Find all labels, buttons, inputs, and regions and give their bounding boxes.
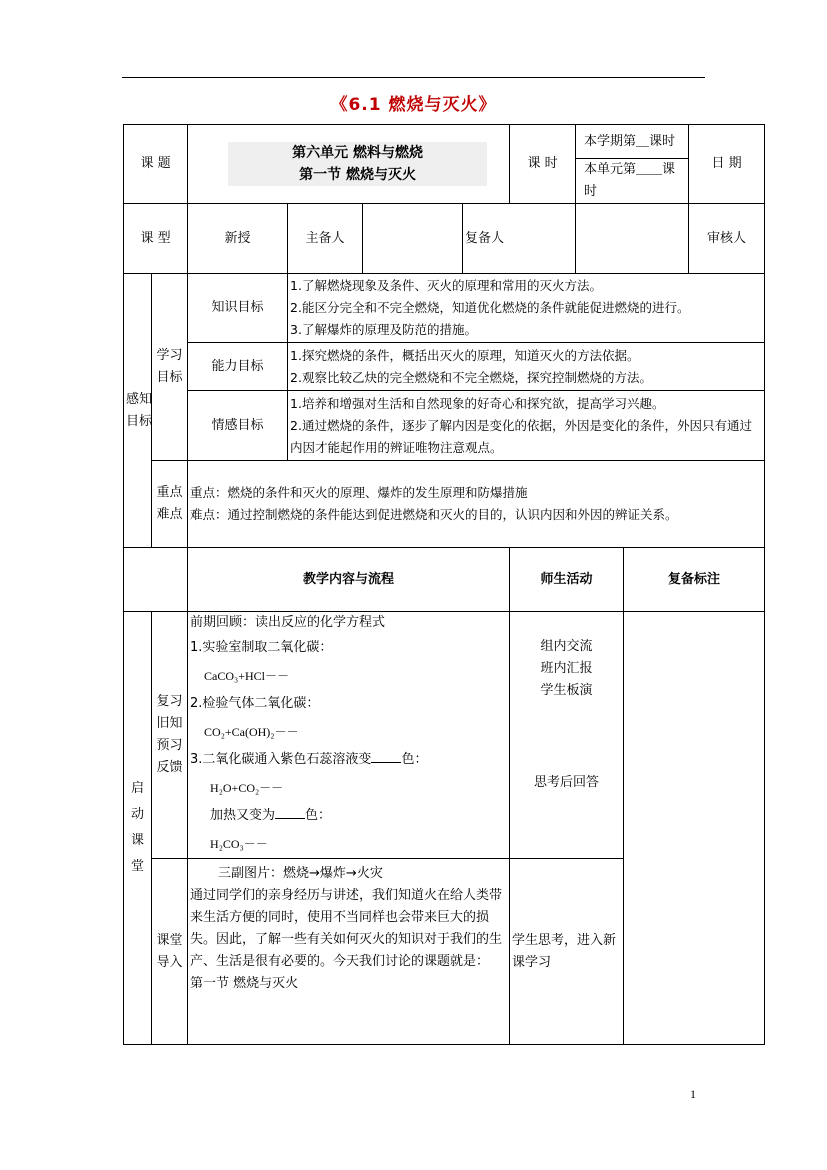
- column-activity-header: 师生活动: [510, 548, 624, 612]
- knowledge-goals-label: 知识目标: [188, 274, 288, 343]
- key-difficult-points: [188, 461, 765, 548]
- column-notes-header: 复备标注: [624, 548, 765, 612]
- ability-goal-1: 1.探究燃烧的条件，概括出灭火的原理，知道灭火的方法依据。: [290, 347, 640, 363]
- topic-cell: [188, 125, 510, 204]
- emotion-goal-1: 1.培养和增强对生活和自然现象的好奇心和探究欲，提高学习兴趣。: [290, 395, 665, 411]
- date-label: 日 期: [689, 125, 765, 204]
- header-rule: [122, 77, 705, 78]
- review-item-4: 加热又变为 色：: [190, 802, 507, 830]
- knowledge-goal-2: 2.能区分完全和不完全燃烧，知道优化燃烧的条件就能促进燃烧的进行。: [290, 300, 690, 315]
- knowledge-goals: [288, 274, 765, 343]
- activity-think-answer: 思考后回答: [534, 775, 600, 790]
- type-value: 新授: [188, 204, 288, 274]
- repreparer-label: 复备人: [463, 204, 576, 274]
- preparer-value: [363, 204, 463, 274]
- activity-board-demo: 学生板演: [540, 683, 593, 698]
- period-semester: 本学期第＿课时: [576, 125, 689, 159]
- emotion-goals: [288, 391, 765, 461]
- emotion-goal-2: 2.通过燃烧的条件，逐步了解内因是变化的依据，外因是变化的条件，外因只有通过内因才能起作用的辨证唯物注意观点。: [290, 417, 752, 455]
- activity-group-exchange: 组内交流: [540, 639, 593, 654]
- formula-2: CO₂+Ca(OH)₂－－: [204, 725, 299, 739]
- page-number: 1: [690, 1087, 696, 1101]
- lesson-plan-table: [123, 124, 765, 1045]
- key-point: 重点：燃烧的条件和灭火的原理、爆炸的发生原理和防爆措施: [190, 485, 528, 500]
- ability-goal-2: 2.观察比较乙炔的完全燃烧和不完全燃烧，探究控制燃烧的方法。: [290, 369, 652, 385]
- blank-header-cell: [124, 548, 188, 612]
- ability-goals-label: 能力目标: [188, 343, 288, 391]
- review-item-3: 3.二氧化碳通入紫色石蕊溶液变 色：: [190, 746, 507, 774]
- type-label: 课 型: [124, 204, 188, 274]
- preparer-label: 主备人: [288, 204, 363, 274]
- review-activities: [510, 612, 624, 859]
- review-item-1: 1.实验室制取二氧化碳：: [190, 640, 333, 655]
- difficult-point: 难点：通过控制燃烧的条件能达到促进燃烧和灭火的目的，认识内因和外因的辨证关系。: [190, 507, 678, 522]
- topic-line-1: 第六单元 燃料与燃烧: [292, 145, 423, 161]
- intro-label: 课堂导入: [152, 859, 188, 1045]
- period-unit: 本单元第＿＿课时: [576, 159, 689, 204]
- knowledge-goal-3: 3.了解爆炸的原理及防范的措施。: [290, 322, 477, 337]
- topic-line-2: 第一节 燃烧与灭火: [299, 167, 416, 183]
- intro-pictures: 三副图片：燃烧→爆炸→火灾: [218, 866, 383, 881]
- intro-content: [188, 859, 510, 1045]
- column-content-header: 教学内容与流程: [188, 548, 510, 612]
- review-content: [188, 612, 510, 859]
- intro-topic: 第一节 燃烧与灭火: [190, 976, 299, 991]
- key-difficult-label: 重点难点: [152, 461, 188, 548]
- learning-goals-label: 学习目标: [152, 274, 188, 461]
- topic-heading: [228, 142, 487, 186]
- emotion-goals-label: 情感目标: [188, 391, 288, 461]
- formula-3: H₂O+CO₂－－: [210, 781, 284, 795]
- period-label: 课 时: [510, 125, 576, 204]
- intro-activity: 学生思考，进入新课学习: [510, 859, 624, 1045]
- review-item-2: 2.检验气体二氧化碳：: [190, 696, 320, 711]
- knowledge-goal-1: 1.了解燃烧现象及条件、灭火的原理和常用的灭火方法。: [290, 278, 602, 293]
- formula-4: H₂CO₃－－: [210, 837, 268, 851]
- formula-1: CaCO₃+HCl－－: [204, 669, 289, 683]
- ability-goals: [288, 343, 765, 391]
- notes-cell: [624, 612, 765, 1045]
- review-intro: 前期回顾：读出反应的化学方程式: [190, 615, 386, 630]
- repreparer-value: [576, 204, 689, 274]
- document-title: 《6.1 燃烧与灭火》: [330, 95, 497, 115]
- perception-goals-label: 感知目标: [124, 274, 152, 548]
- activity-class-report: 班内汇报: [540, 661, 593, 676]
- reviewer-label: 审核人: [689, 204, 765, 274]
- start-class-label: 启动课堂: [124, 612, 152, 1045]
- review-label: 复习旧知预习反馈: [152, 612, 188, 859]
- topic-label: 课 题: [124, 125, 188, 204]
- intro-text: 通过同学们的亲身经历与讲述，我们知道火在给人类带来生活方便的同时，使用不当同样也会带来巨大的损失。因此，了解一些有关如何灭火的知识对于我们的生产、生活是很有必要的。今天我们讨论的课题就是：: [190, 888, 503, 969]
